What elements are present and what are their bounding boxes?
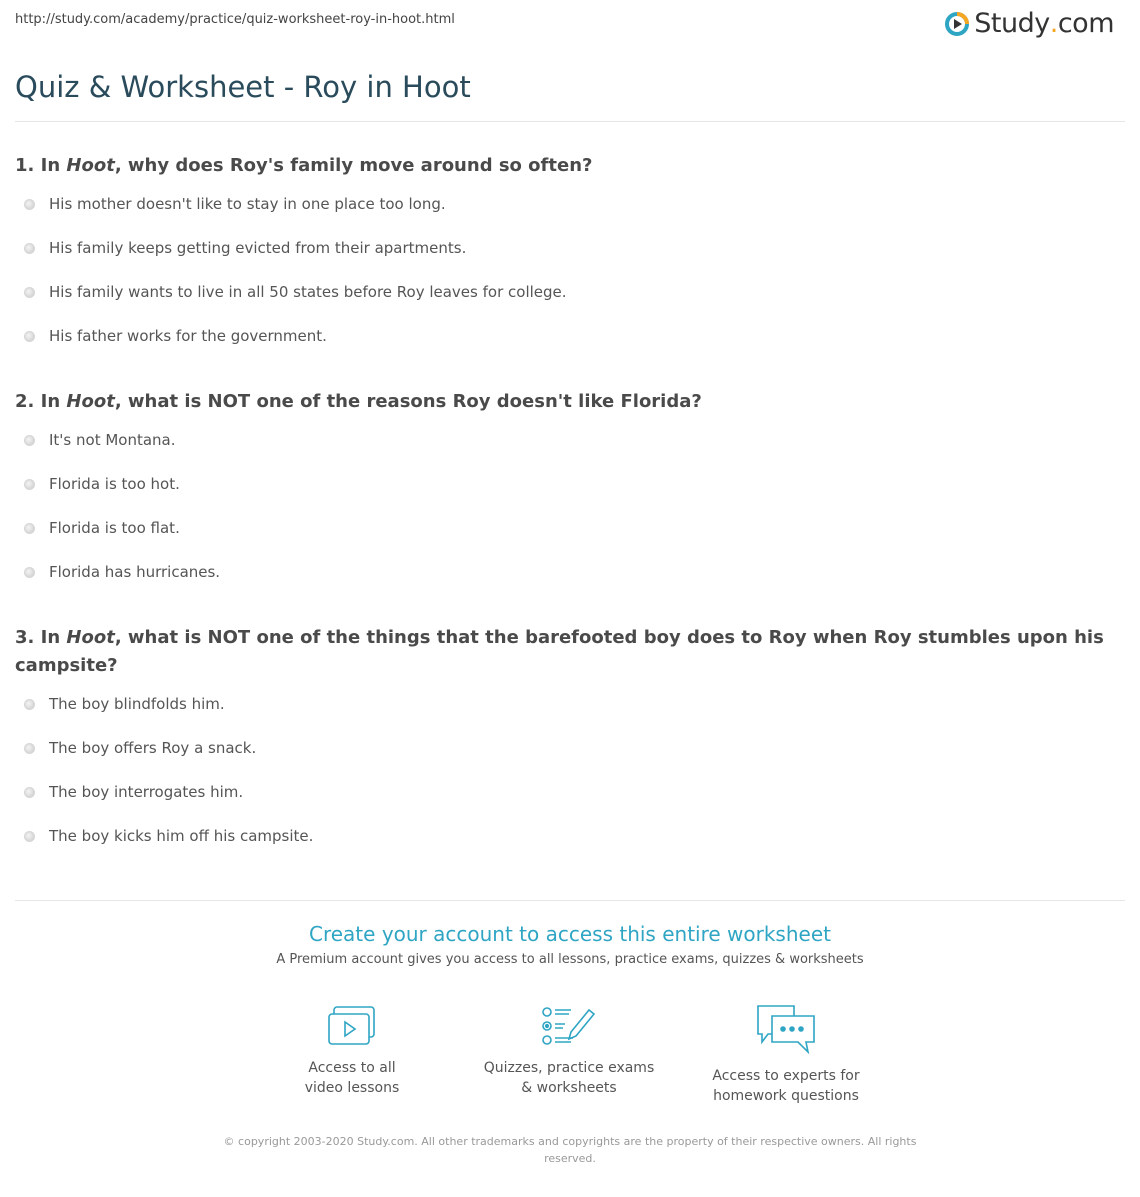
answer-label: The boy blindfolds him. bbox=[49, 695, 225, 713]
radio-button-icon[interactable] bbox=[24, 243, 35, 254]
radio-button-icon[interactable] bbox=[24, 567, 35, 578]
radio-button-icon[interactable] bbox=[24, 287, 35, 298]
question-list bbox=[15, 152, 1110, 888]
play-logo-icon bbox=[944, 11, 970, 37]
radio-button-icon[interactable] bbox=[24, 523, 35, 534]
answer-label: His father works for the government. bbox=[49, 327, 327, 345]
feature-label: Access to experts for bbox=[712, 1068, 860, 1084]
cta-heading[interactable]: Create your account to access this entire worksheet bbox=[309, 922, 831, 946]
question-text bbox=[15, 152, 1110, 180]
quiz-icon bbox=[541, 1004, 597, 1048]
radio-button-icon[interactable] bbox=[24, 743, 35, 754]
radio-button-icon[interactable] bbox=[24, 831, 35, 842]
answer-option[interactable] bbox=[15, 182, 1110, 226]
answer-option[interactable] bbox=[15, 418, 1110, 462]
book-title: Hoot bbox=[66, 627, 115, 648]
radio-button-icon[interactable] bbox=[24, 787, 35, 798]
answer-option[interactable] bbox=[15, 270, 1110, 314]
study-logo[interactable] bbox=[944, 8, 1114, 39]
feature-label: homework questions bbox=[713, 1088, 859, 1104]
answer-option[interactable] bbox=[15, 314, 1110, 358]
question-body: , why does Roy's family move around so often? bbox=[114, 155, 593, 176]
answer-label: The boy offers Roy a snack. bbox=[49, 739, 257, 757]
answer-label: Florida has hurricanes. bbox=[49, 563, 221, 581]
answer-options bbox=[15, 682, 1110, 858]
answer-label: Florida is too flat. bbox=[49, 519, 180, 537]
video-icon bbox=[326, 1004, 378, 1048]
answer-option[interactable] bbox=[15, 770, 1110, 814]
book-title: Hoot bbox=[66, 391, 115, 412]
answer-label: His family keeps getting evicted from their apartments. bbox=[49, 239, 467, 257]
answer-label: His mother doesn't like to stay in one place too long. bbox=[49, 195, 446, 213]
radio-button-icon[interactable] bbox=[24, 331, 35, 342]
feature-quizzes bbox=[469, 1004, 669, 1098]
radio-button-icon[interactable] bbox=[24, 199, 35, 210]
page-title: Quiz & Worksheet - Roy in Hoot bbox=[15, 70, 471, 104]
answer-label: The boy interrogates him. bbox=[49, 783, 244, 801]
question-number: 2. In bbox=[15, 391, 67, 412]
feature-label: Quizzes, practice exams bbox=[483, 1060, 655, 1076]
radio-button-icon[interactable] bbox=[24, 699, 35, 710]
divider bbox=[15, 900, 1125, 901]
logo-suffix: com bbox=[1057, 8, 1114, 39]
logo-name: Study bbox=[974, 8, 1050, 39]
question-text bbox=[15, 388, 1110, 416]
answer-option[interactable] bbox=[15, 462, 1110, 506]
feature-experts bbox=[686, 1004, 886, 1106]
answer-option[interactable] bbox=[15, 506, 1110, 550]
answer-label: Florida is too hot. bbox=[49, 475, 180, 493]
copyright: © copyright 2003-2020 Study.com. All other trademarks and copyrights are the property of their respective owners. All rights reserved. bbox=[223, 1135, 917, 1165]
answer-option[interactable] bbox=[15, 226, 1110, 270]
feature-label: video lessons bbox=[304, 1080, 400, 1096]
answer-option[interactable] bbox=[15, 550, 1110, 594]
question-number: 1. In bbox=[15, 155, 67, 176]
divider bbox=[15, 121, 1125, 122]
question-number: 3. In bbox=[15, 627, 67, 648]
logo-dot: . bbox=[1049, 8, 1058, 39]
answer-option[interactable] bbox=[15, 726, 1110, 770]
answer-option[interactable] bbox=[15, 682, 1110, 726]
answer-label: It's not Montana. bbox=[49, 431, 176, 449]
question-text bbox=[15, 624, 1110, 680]
answer-label: The boy kicks him off his campsite. bbox=[49, 827, 314, 845]
radio-button-icon[interactable] bbox=[24, 435, 35, 446]
answer-options bbox=[15, 182, 1110, 358]
answer-options bbox=[15, 418, 1110, 594]
signup-cta bbox=[0, 922, 1140, 967]
chat-icon bbox=[754, 1004, 818, 1056]
page-url: http://study.com/academy/practice/quiz-worksheet-roy-in-hoot.html bbox=[15, 12, 455, 27]
answer-option[interactable] bbox=[15, 814, 1110, 858]
feature-video bbox=[252, 1004, 452, 1098]
answer-label: His family wants to live in all 50 states before Roy leaves for college. bbox=[49, 283, 567, 301]
question-body: , what is NOT one of the reasons Roy doesn't like Florida? bbox=[114, 391, 702, 412]
radio-button-icon[interactable] bbox=[24, 479, 35, 490]
question-body: , what is NOT one of the things that the barefooted boy does to Roy when Roy stumbles upon his campsite? bbox=[15, 627, 1104, 676]
feature-label: Access to all bbox=[308, 1060, 396, 1076]
cta-subtext: A Premium account gives you access to all lessons, practice exams, quizzes & worksheets bbox=[276, 952, 864, 967]
book-title: Hoot bbox=[66, 155, 115, 176]
feature-label: & worksheets bbox=[521, 1080, 617, 1096]
